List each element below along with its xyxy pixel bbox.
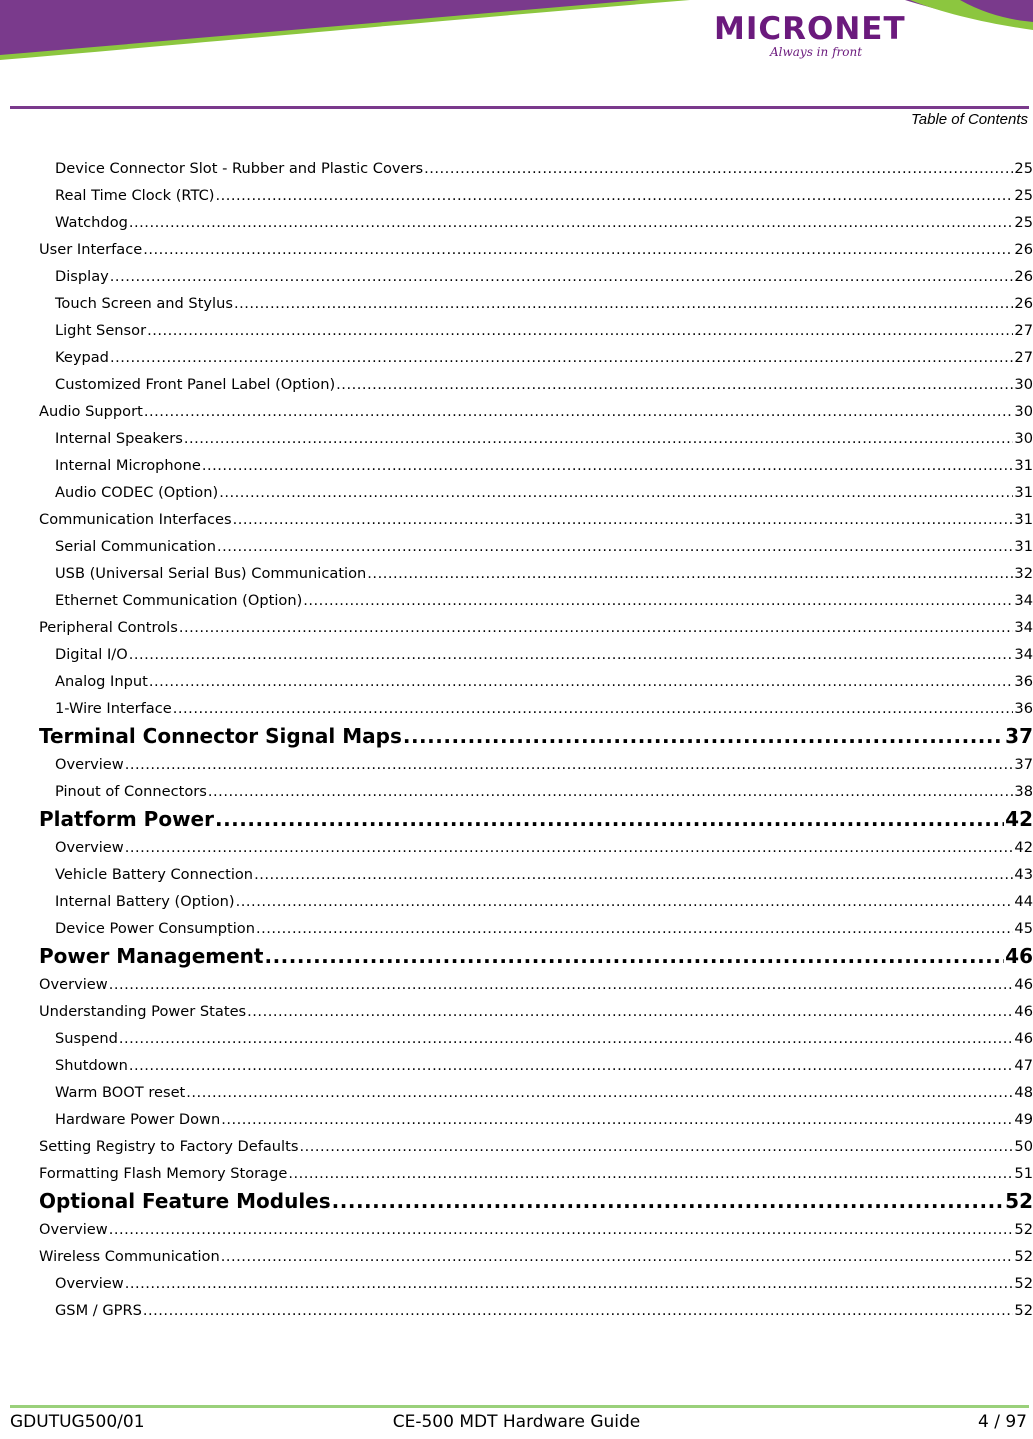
toc-entry-title: Setting Registry to Factory Defaults xyxy=(39,1138,299,1155)
toc-entry-title: 1-Wire Interface xyxy=(55,700,172,717)
toc-entry[interactable] xyxy=(39,155,1033,182)
toc-entry[interactable] xyxy=(39,425,1033,452)
footer-rule xyxy=(10,1405,1029,1408)
toc-entry-page: 25 xyxy=(1014,214,1033,231)
toc-entry[interactable] xyxy=(39,1052,1033,1079)
toc-entry-page: 46 xyxy=(1014,976,1033,993)
toc-entry[interactable] xyxy=(39,641,1033,668)
toc-dot-leader xyxy=(288,1160,1013,1187)
toc-entry[interactable] xyxy=(39,834,1033,861)
toc-entry[interactable] xyxy=(39,398,1033,425)
toc-dot-leader xyxy=(110,263,1014,290)
toc-entry-title: Warm BOOT reset xyxy=(55,1084,186,1101)
toc-entry[interactable] xyxy=(39,452,1033,479)
toc-entry-title: Overview xyxy=(55,1275,124,1292)
toc-entry-title: Touch Screen and Stylus xyxy=(55,295,233,312)
toc-dot-leader xyxy=(264,942,1004,971)
toc-dot-leader xyxy=(125,751,1014,778)
toc-entry[interactable] xyxy=(39,722,1033,751)
toc-dot-leader xyxy=(143,1297,1014,1324)
toc-entry[interactable] xyxy=(39,998,1033,1025)
toc-entry-page: 46 xyxy=(1014,1030,1033,1047)
toc-entry[interactable] xyxy=(39,1216,1033,1243)
toc-entry-title: Device Connector Slot - Rubber and Plastic Covers xyxy=(55,160,424,177)
toc-entry-page: 51 xyxy=(1014,1165,1033,1182)
toc-dot-leader xyxy=(173,695,1014,722)
toc-entry-title: Pinout of Connectors xyxy=(55,783,207,800)
toc-entry[interactable] xyxy=(39,1025,1033,1052)
toc-entry[interactable] xyxy=(39,1270,1033,1297)
toc-dot-leader xyxy=(125,1270,1014,1297)
toc-dot-leader xyxy=(202,452,1014,479)
footer-doc-code: GDUTUG500/01 xyxy=(10,1412,145,1432)
toc-entry[interactable] xyxy=(39,344,1033,371)
toc-entry-title: Device Power Consumption xyxy=(55,920,255,937)
toc-entry-title: Serial Communication xyxy=(55,538,216,555)
toc-entry-page: 34 xyxy=(1014,646,1033,663)
toc-entry-page: 30 xyxy=(1014,403,1033,420)
toc-entry-page: 26 xyxy=(1014,268,1033,285)
toc-entry-title: Understanding Power States xyxy=(39,1003,247,1020)
toc-entry[interactable] xyxy=(39,1079,1033,1106)
toc-entry[interactable] xyxy=(39,971,1033,998)
toc-entry-title: Watchdog xyxy=(55,214,128,231)
toc-entry-title: Internal Speakers xyxy=(55,430,183,447)
toc-entry[interactable] xyxy=(39,1187,1033,1216)
toc-entry-title: Wireless Communication xyxy=(39,1248,220,1265)
toc-entry-title: Power Management xyxy=(39,944,264,968)
toc-entry-title: Vehicle Battery Connection xyxy=(55,866,254,883)
toc-dot-leader xyxy=(109,971,1014,998)
toc-entry-title: Overview xyxy=(55,756,124,773)
toc-dot-leader xyxy=(256,915,1013,942)
toc-entry-title: Light Sensor xyxy=(55,322,147,339)
section-title: Table of Contents xyxy=(910,111,1028,128)
brand-tagline: Always in front xyxy=(770,45,863,59)
toc-entry-page: 52 xyxy=(1014,1248,1033,1265)
toc-entry[interactable] xyxy=(39,1133,1033,1160)
toc-entry-title: Real Time Clock (RTC) xyxy=(55,187,215,204)
footer-doc-title: CE-500 MDT Hardware Guide xyxy=(392,1412,641,1432)
toc-entry-page: 37 xyxy=(1014,756,1033,773)
toc-entry-page: 34 xyxy=(1014,592,1033,609)
toc-dot-leader xyxy=(208,778,1014,805)
toc-entry-page: 25 xyxy=(1014,160,1033,177)
toc-entry-page: 47 xyxy=(1014,1057,1033,1074)
toc-dot-leader xyxy=(129,209,1014,236)
toc-entry-title: Customized Front Panel Label (Option) xyxy=(55,376,336,393)
toc-dot-leader xyxy=(184,425,1014,452)
toc-entry-page: 30 xyxy=(1014,376,1033,393)
toc-entry-page: 45 xyxy=(1014,920,1033,937)
toc-dot-leader xyxy=(143,236,1013,263)
toc-entry[interactable] xyxy=(39,506,1033,533)
brand-logo: MICRONET xyxy=(714,11,906,47)
toc-dot-leader xyxy=(129,1052,1014,1079)
toc-entry-title: Overview xyxy=(39,1221,108,1238)
toc-dot-leader xyxy=(236,888,1014,915)
toc-dot-leader xyxy=(215,182,1013,209)
toc-entry[interactable] xyxy=(39,236,1033,263)
toc-entry-page: 25 xyxy=(1014,187,1033,204)
toc-entry[interactable] xyxy=(39,587,1033,614)
toc-entry-title: Audio Support xyxy=(39,403,143,420)
toc-entry-page: 52 xyxy=(1014,1221,1033,1238)
toc-entry-title: Platform Power xyxy=(39,807,214,831)
toc-entry-page: 27 xyxy=(1014,349,1033,366)
toc-entry[interactable] xyxy=(39,751,1033,778)
toc-entry-title: Optional Feature Modules xyxy=(39,1189,331,1213)
toc-entry-title: Internal Microphone xyxy=(55,457,201,474)
toc-dot-leader xyxy=(234,290,1013,317)
toc-dot-leader xyxy=(217,533,1013,560)
toc-dot-leader xyxy=(125,834,1014,861)
toc-entry-title: Internal Battery (Option) xyxy=(55,893,235,910)
toc-entry[interactable] xyxy=(39,942,1033,971)
toc-entry-page: 26 xyxy=(1014,241,1033,258)
toc-entry-title: Analog Input xyxy=(55,673,148,690)
toc-entry-title: USB (Universal Serial Bus) Communication xyxy=(55,565,367,582)
toc-entry[interactable] xyxy=(39,915,1033,942)
toc-entry[interactable] xyxy=(39,778,1033,805)
toc-dot-leader xyxy=(332,1187,1005,1216)
toc-dot-leader xyxy=(179,614,1014,641)
toc-dot-leader xyxy=(119,1025,1014,1052)
toc-entry-page: 49 xyxy=(1014,1111,1033,1128)
toc-entry-page: 42 xyxy=(1005,807,1033,831)
toc-entry-page: 43 xyxy=(1014,866,1033,883)
toc-dot-leader xyxy=(144,398,1014,425)
toc-entry-page: 46 xyxy=(1014,1003,1033,1020)
toc-dot-leader xyxy=(221,1243,1014,1270)
toc-entry-page: 46 xyxy=(1005,944,1033,968)
toc-entry-page: 36 xyxy=(1014,700,1033,717)
toc-entry-title: Suspend xyxy=(55,1030,118,1047)
toc-dot-leader xyxy=(147,317,1013,344)
toc-entry-page: 52 xyxy=(1014,1302,1033,1319)
toc-entry[interactable] xyxy=(39,560,1033,587)
toc-entry-title: Overview xyxy=(39,976,108,993)
toc-entry-page: 44 xyxy=(1014,893,1033,910)
toc-entry-title: Communication Interfaces xyxy=(39,511,232,528)
toc-entry-title: Hardware Power Down xyxy=(55,1111,221,1128)
toc-dot-leader xyxy=(247,998,1013,1025)
toc-entry[interactable] xyxy=(39,668,1033,695)
toc-dot-leader xyxy=(303,587,1013,614)
toc-entry[interactable] xyxy=(39,1243,1033,1270)
toc-entry-page: 50 xyxy=(1014,1138,1033,1155)
table-of-contents xyxy=(39,155,1033,1324)
toc-entry-page: 31 xyxy=(1014,511,1033,528)
toc-entry[interactable] xyxy=(39,614,1033,641)
toc-entry[interactable] xyxy=(39,182,1033,209)
footer-page-info: 4 / 97 xyxy=(978,1412,1027,1432)
toc-entry-page: 30 xyxy=(1014,430,1033,447)
toc-entry-title: Digital I/O xyxy=(55,646,128,663)
toc-dot-leader xyxy=(424,155,1013,182)
toc-entry-page: 48 xyxy=(1014,1084,1033,1101)
toc-entry[interactable] xyxy=(39,695,1033,722)
toc-entry[interactable] xyxy=(39,1106,1033,1133)
toc-entry-title: Overview xyxy=(55,839,124,856)
toc-entry[interactable] xyxy=(39,479,1033,506)
toc-dot-leader xyxy=(367,560,1013,587)
toc-dot-leader xyxy=(186,1079,1013,1106)
toc-entry-page: 52 xyxy=(1005,1189,1033,1213)
toc-dot-leader xyxy=(219,479,1013,506)
toc-entry-page: 52 xyxy=(1014,1275,1033,1292)
toc-entry-title: User Interface xyxy=(39,241,143,258)
toc-dot-leader xyxy=(336,371,1013,398)
toc-entry[interactable] xyxy=(39,888,1033,915)
toc-entry-title: Keypad xyxy=(55,349,109,366)
toc-entry[interactable] xyxy=(39,805,1033,834)
toc-entry-page: 31 xyxy=(1014,457,1033,474)
toc-dot-leader xyxy=(149,668,1014,695)
toc-entry-page: 32 xyxy=(1014,565,1033,582)
toc-dot-leader xyxy=(233,506,1014,533)
toc-entry[interactable] xyxy=(39,263,1033,290)
toc-entry[interactable] xyxy=(39,861,1033,888)
toc-entry-page: 37 xyxy=(1005,724,1033,748)
toc-entry[interactable] xyxy=(39,317,1033,344)
toc-entry-title: Shutdown xyxy=(55,1057,128,1074)
toc-entry-page: 31 xyxy=(1014,538,1033,555)
toc-entry-page: 27 xyxy=(1014,322,1033,339)
toc-entry-page: 26 xyxy=(1014,295,1033,312)
toc-entry-page: 42 xyxy=(1014,839,1033,856)
toc-dot-leader xyxy=(110,344,1013,371)
toc-dot-leader xyxy=(403,722,1004,751)
toc-entry-title: Formatting Flash Memory Storage xyxy=(39,1165,288,1182)
toc-entry-title: Peripheral Controls xyxy=(39,619,178,636)
header-rule xyxy=(10,106,1029,109)
toc-entry-page: 34 xyxy=(1014,619,1033,636)
toc-entry[interactable] xyxy=(39,1160,1033,1187)
toc-entry-title: Terminal Connector Signal Maps xyxy=(39,724,402,748)
toc-entry[interactable] xyxy=(39,533,1033,560)
toc-dot-leader xyxy=(221,1106,1013,1133)
toc-dot-leader xyxy=(254,861,1013,888)
toc-entry-title: Display xyxy=(55,268,109,285)
toc-entry[interactable] xyxy=(39,371,1033,398)
toc-entry[interactable] xyxy=(39,290,1033,317)
toc-dot-leader xyxy=(109,1216,1014,1243)
toc-entry-title: Audio CODEC (Option) xyxy=(55,484,219,501)
toc-entry-title: GSM / GPRS xyxy=(55,1302,142,1319)
toc-dot-leader xyxy=(129,641,1014,668)
toc-dot-leader xyxy=(215,805,1004,834)
toc-entry[interactable] xyxy=(39,1297,1033,1324)
toc-entry-page: 38 xyxy=(1014,783,1033,800)
toc-dot-leader xyxy=(299,1133,1013,1160)
toc-entry[interactable] xyxy=(39,209,1033,236)
toc-entry-page: 36 xyxy=(1014,673,1033,690)
toc-entry-title: Ethernet Communication (Option) xyxy=(55,592,303,609)
toc-entry-page: 31 xyxy=(1014,484,1033,501)
